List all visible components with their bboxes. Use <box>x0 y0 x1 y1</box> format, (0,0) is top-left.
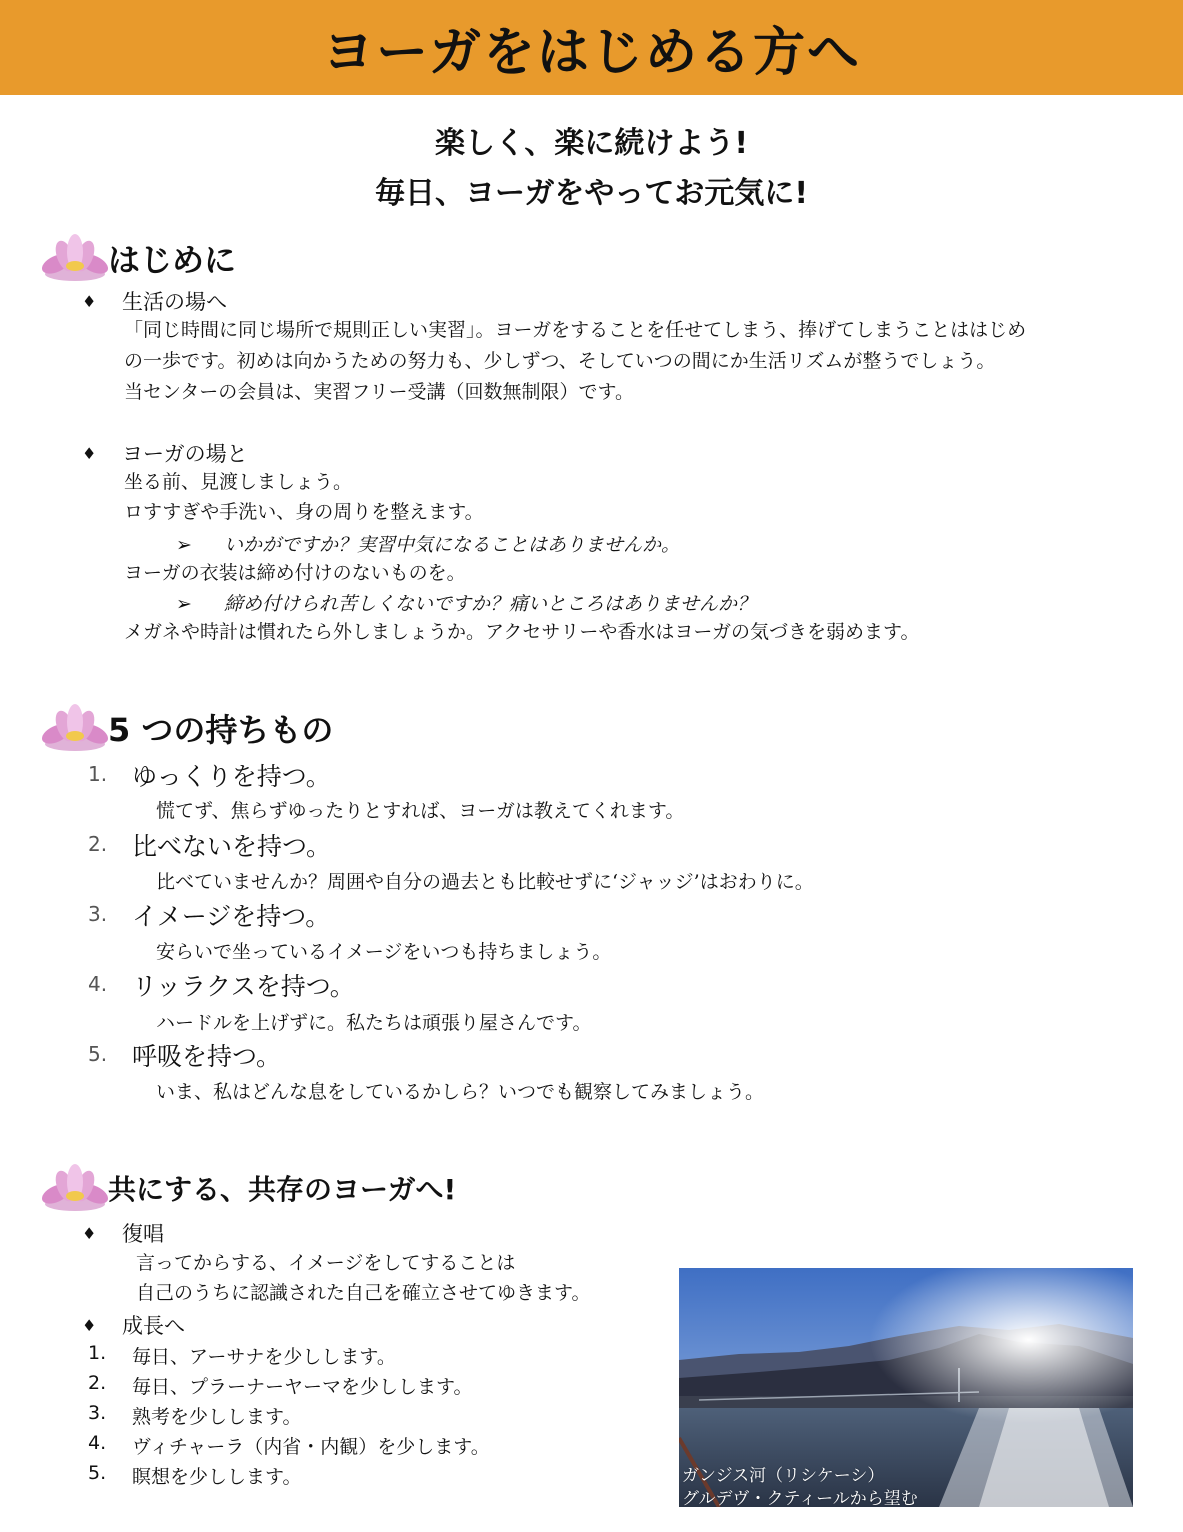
arrow-item <box>176 589 756 616</box>
diamond-bullet-icon: ♦ <box>82 291 97 311</box>
text-line: ヨーガの衣装は締め付けのないものを。 <box>124 562 466 584</box>
text-line: ロすすぎや手洗い、身の周りを整えます。 <box>124 501 484 523</box>
lotus-icon <box>36 230 114 286</box>
text-line: 「同じ時間に同じ場所で規則正しい実習」。ヨーガをすることを任せてしまう、捧げてしまうことははじめ <box>124 319 1027 341</box>
bullet-label: 成長へ <box>122 1314 185 1338</box>
text-line: メガネや時計は慣れたら外しましょうか。アクセサリーや香水はヨーガの気づきを弱めます。 <box>124 621 920 643</box>
bullet-living-space <box>82 286 227 316</box>
growth-list <box>88 1342 490 1492</box>
list-item-description: 比べていませんか？周囲や自分の過去とも比較せずに‘ジャッジ’はおわりに。 <box>156 871 814 893</box>
bullet-label: 生活の場へ <box>122 290 227 314</box>
text-line: 坐る前、見渡しましょう。 <box>124 471 353 493</box>
list-item-description: ハードルを上げずに。私たちは頑張り屋さんです。 <box>156 1012 592 1034</box>
lotus-icon <box>36 1160 114 1216</box>
list-item-text: 熟考を少しします。 <box>132 1406 302 1428</box>
list-item-text: 毎日、アーサナを少しします。 <box>132 1346 396 1368</box>
arrow-item-text: 締め付けられ苦しくないですか？痛いところはありませんか？ <box>224 593 757 615</box>
bullet-growth <box>82 1310 185 1340</box>
list-item-number: 3. <box>88 902 108 926</box>
section-title-five-things: 5 つの持ちもの <box>108 711 334 749</box>
list-item-heading: ゆっくりを持つ。 <box>132 762 331 791</box>
arrow-bullet-icon: ➢ <box>176 534 192 556</box>
text-line: 言ってからする、イメージをしてすることは <box>136 1252 516 1274</box>
lotus-icon <box>36 700 114 756</box>
photo-caption-line-2: グルデヴ・クティールから望む <box>682 1489 918 1509</box>
bullet-label: ヨーガの場と <box>122 442 248 466</box>
list-item-number: 2. <box>88 1372 107 1394</box>
text-line: 自己のうちに認識された自己を確立させてゆきます。 <box>136 1282 591 1304</box>
arrow-bullet-icon: ➢ <box>176 593 192 615</box>
photo-caption-line-1: ガンジス河（リシケーシ） <box>682 1466 885 1486</box>
list-item-description: いま、私はどんな息をしているかしら？いつでも観察してみましょう。 <box>156 1081 765 1103</box>
list-item-number: 5. <box>88 1462 107 1484</box>
list-item-number: 1. <box>88 762 108 786</box>
list-item-description: 安らいで坐っているイメージをいつも持ちましょう。 <box>156 941 612 963</box>
list-item-heading: リッラクスを持つ。 <box>132 972 355 1001</box>
list-item-heading: 呼吸を持つ。 <box>132 1042 282 1071</box>
bullet-yoga-space <box>82 438 248 468</box>
list-item <box>88 1432 490 1462</box>
text-line: の一歩です。初めは向かうための努力も、少しずつ、そしていつの間にか生活リズムが整うでしょう。 <box>124 350 996 372</box>
list-item-heading: イメージを持つ。 <box>132 902 331 931</box>
header-bar <box>0 0 1183 95</box>
paragraph-living-space <box>124 315 1026 408</box>
diamond-bullet-icon: ♦ <box>82 1223 97 1243</box>
list-item-number: 5. <box>88 1042 108 1066</box>
arrow-item-text: いかがですか？実習中気になることはありませんか。 <box>224 534 681 556</box>
arrow-item <box>176 530 680 557</box>
list-item-number: 4. <box>88 1432 107 1454</box>
list-item-heading: 比べないを持つ。 <box>132 832 332 861</box>
page-title: ヨーガをはじめる方へ <box>322 23 861 83</box>
list-item <box>88 1462 490 1492</box>
list-item-text: ヴィチャーラ（内省・内観）を少します。 <box>132 1436 490 1458</box>
list-item-description: 慌てず、焦らずゆったりとすれば、ヨーガは教えてくれます。 <box>156 800 685 822</box>
section-heading-five-things <box>36 700 333 756</box>
list-item <box>88 1372 490 1402</box>
list-item <box>88 1402 490 1432</box>
list-item-text: 瞑想を少しします。 <box>132 1466 302 1488</box>
diamond-bullet-icon: ♦ <box>82 443 97 463</box>
diamond-bullet-icon: ♦ <box>82 1315 97 1335</box>
list-item <box>88 1342 490 1372</box>
section-title-coexistence: 共にする、共存のヨーガへ! <box>108 1173 457 1206</box>
list-item-text: 毎日、プラーナーヤーマを少しします。 <box>132 1376 473 1398</box>
list-item-number: 3. <box>88 1402 107 1424</box>
bullet-recite <box>82 1218 164 1248</box>
subtitle-line-1: 楽しく、楽に続けよう! <box>434 126 749 161</box>
text-line: 当センターの会員は、実習フリー受講（回数無制限）です。 <box>124 381 634 403</box>
subtitle-line-2: 毎日、ヨーガをやってお元気に! <box>374 176 809 211</box>
section-heading-intro <box>36 230 236 286</box>
list-item-number: 1. <box>88 1342 107 1364</box>
section-heading-coexistence <box>36 1160 456 1216</box>
bullet-label: 復唱 <box>122 1222 164 1246</box>
list-item-number: 4. <box>88 972 108 996</box>
section-title-intro: はじめに <box>108 241 237 279</box>
list-item-number: 2. <box>88 832 108 856</box>
